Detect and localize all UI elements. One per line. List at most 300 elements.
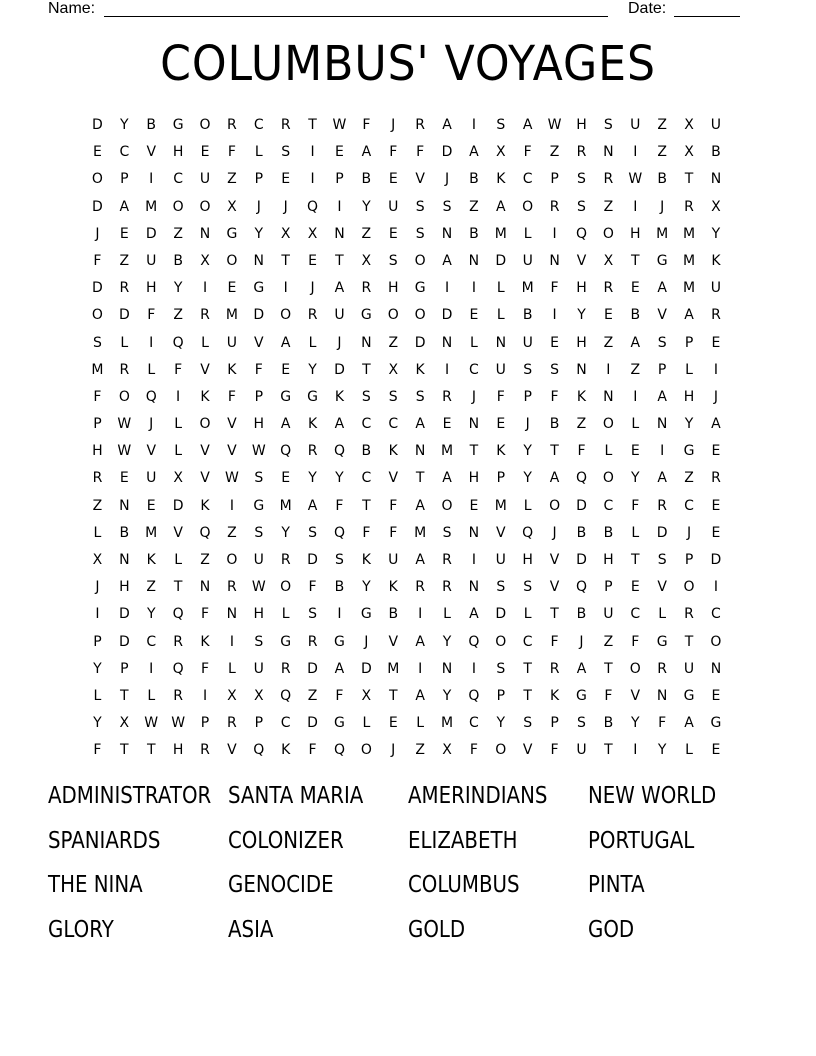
grid-letter: T [281,252,290,269]
grid-letter: O [602,225,614,242]
grid-letter: A [334,280,345,297]
grid-letter: N [710,171,722,188]
grid-letter: V [415,171,425,188]
grid-letter: Y [630,715,640,732]
grid-letter: G [334,633,345,650]
grid-letter: T [550,606,559,623]
grid-letter: N [414,443,426,460]
grid-letter: B [603,715,614,732]
grid-letter: M [387,660,400,677]
grid-letter: E [281,171,291,188]
grid-letter: Y [523,443,532,460]
grid-letter: C [361,470,372,487]
grid-letter: J [552,524,557,541]
grid-letter: S [415,388,425,405]
grid-letter: S [442,198,452,215]
grid-letter: V [200,361,210,378]
grid-letter: E [711,334,721,351]
date-blank-line [674,16,740,17]
grid-letter: L [604,443,613,460]
grid-letter: I [337,198,342,215]
grid-letter: P [254,171,264,188]
word-list-item: GLORY [48,916,114,943]
grid-letter: F [550,280,559,297]
grid-letter: C [253,117,264,133]
grid-letter: D [172,497,184,514]
grid-letter: D [441,144,453,161]
grid-letter: R [307,307,318,324]
grid-letter: W [117,416,132,433]
grid-letter: L [416,715,425,732]
grid-letter: S [254,633,264,650]
grid-letter: Y [120,117,129,133]
grid-letter: F [550,388,559,405]
grid-letter: J [713,388,718,405]
grid-letter: T [362,361,371,378]
grid-letter: I [418,606,423,623]
grid-letter: Z [119,252,130,269]
grid-letter: C [119,144,130,161]
grid-letter: S [496,660,506,677]
grid-letter: H [92,443,103,460]
grid-letter: L [308,334,317,351]
grid-letter: E [603,307,613,324]
grid-letter: Y [684,416,694,433]
grid-letter: E [119,470,129,487]
grid-letter: R [442,579,452,596]
grid-letter: R [200,742,210,759]
grid-letter: K [307,416,318,433]
grid-letter: M [440,715,454,732]
grid-letter: C [361,416,372,433]
grid-letter: E [711,443,721,460]
grid-letter: E [630,280,640,297]
grid-letter: S [496,579,506,596]
grid-letter: Z [92,497,103,514]
grid-letter: X [280,225,291,242]
grid-letter: X [253,687,264,704]
grid-letter: P [684,552,694,568]
grid-letter: I [95,606,100,623]
grid-letter: V [146,443,157,460]
grid-letter: R [173,633,183,650]
grid-letter: H [387,280,399,297]
word-list-item: COLUMBUS [408,872,520,898]
grid-letter: T [173,579,183,596]
grid-letter: T [604,742,613,759]
grid-letter: M [494,225,507,242]
grid-letter: O [522,198,534,215]
grid-letter: K [200,388,210,405]
grid-letter: E [281,361,291,378]
grid-letter: G [710,715,722,732]
grid-letter: Q [575,225,587,242]
grid-letter: E [469,497,479,514]
grid-letter: M [414,524,427,541]
grid-letter: R [576,144,587,161]
grid-letter: X [711,198,721,215]
grid-letter: Y [93,660,102,677]
grid-letter: H [253,416,265,433]
grid-letter: T [550,443,559,460]
word-list-item: ASIA [228,916,274,943]
grid-letter: U [226,334,238,351]
grid-letter: E [711,687,721,704]
grid-letter: A [415,416,425,433]
grid-letter: K [388,579,398,596]
grid-letter: K [576,388,587,405]
grid-letter: S [603,117,613,133]
grid-letter: X [361,252,372,269]
grid-letter: K [415,361,425,378]
grid-letter: A [442,470,452,487]
grid-letter: T [630,252,640,269]
grid-letter: T [684,633,694,650]
grid-letter: U [146,252,157,269]
grid-letter: D [656,524,668,541]
grid-letter: N [119,497,130,514]
grid-letter: U [253,552,264,568]
grid-letter: Y [254,225,264,242]
grid-letter: O [199,198,211,215]
grid-letter: R [280,660,291,677]
grid-letter: I [418,660,423,677]
grid-letter: Z [173,225,183,242]
grid-letter: O [602,470,614,487]
grid-letter: I [633,388,638,405]
grid-letter: Y [308,361,317,378]
grid-letter: W [117,443,132,460]
grid-letter: Z [603,633,614,650]
grid-row [84,221,730,248]
grid-letter: Y [308,470,317,487]
grid-letter: F [631,633,640,650]
grid-letter: I [149,660,154,677]
grid-letter: V [496,524,506,541]
grid-letter: Q [172,660,184,677]
grid-letter: J [471,388,476,405]
grid-letter: F [362,524,371,541]
grid-letter: F [335,687,344,704]
word-list-item: COLONIZER [228,827,344,854]
grid-letter: D [92,117,103,133]
grid-letter: W [628,171,643,188]
grid-letter: Z [603,334,614,351]
word-list-item: SPANIARDS [48,827,161,854]
grid-letter: A [657,470,667,487]
grid-letter: E [630,579,640,596]
grid-letter: G [683,443,695,460]
grid-letter: V [200,470,210,487]
grid-letter: X [684,117,694,133]
grid-letter: S [281,144,291,161]
grid-letter: I [202,687,208,704]
grid-letter: A [630,334,641,351]
grid-letter: I [471,552,476,568]
grid-letter: L [658,606,667,623]
grid-letter: R [603,171,614,188]
grid-letter: L [523,497,532,514]
grid-letter: Q [333,443,345,460]
grid-letter: Q [575,579,587,596]
grid-letter: I [633,144,638,161]
grid-letter: M [682,280,696,297]
grid-letter: X [227,687,237,704]
grid-letter: R [684,198,694,215]
grid-letter: B [361,171,372,188]
grid-letter: B [576,524,587,541]
name-blank-line [104,16,608,17]
grid-letter: Y [523,470,532,487]
grid-letter: X [307,225,318,242]
grid-letter: U [710,117,722,133]
grid-letter: S [577,715,586,732]
grid-letter: S [496,117,506,133]
grid-letter: B [469,171,479,188]
word-list-item: GENOCIDE [228,872,334,898]
grid-letter: V [630,687,641,704]
grid-letter: U [334,307,345,324]
grid-letter: F [416,144,425,161]
grid-letter: M [145,524,158,541]
grid-letter: B [469,225,479,242]
grid-letter: D [307,660,318,677]
grid-row [84,194,730,221]
grid-letter: L [93,524,102,541]
grid-letter: X [496,144,506,161]
grid-letter: K [334,388,345,405]
grid-letter: V [388,633,399,650]
grid-letter: F [254,361,263,378]
grid-letter: V [227,742,237,759]
grid-letter: Q [468,633,480,650]
grid-letter: I [337,606,342,623]
grid-letter: A [442,252,452,269]
grid-letter: Z [684,470,694,487]
grid-letter: R [549,198,560,215]
grid-letter: J [364,633,369,650]
grid-letter: G [360,606,372,623]
grid-letter: I [552,225,557,242]
grid-letter: I [444,280,450,297]
grid-letter: L [281,606,290,623]
grid-letter: A [684,307,694,324]
grid-letter: N [495,334,507,351]
grid-letter: V [576,252,587,269]
grid-letter: V [200,443,210,460]
grid-letter: T [120,742,129,759]
grid-letter: L [362,715,371,732]
grid-letter: B [576,606,587,623]
grid-letter: Z [657,144,667,161]
grid-letter: G [576,687,587,704]
grid-letter: R [227,579,237,596]
grid-letter: Q [199,524,211,541]
grid-letter: F [308,742,317,759]
word-list-item: ADMINISTRATOR [48,783,212,809]
grid-letter: A [442,117,452,133]
word-list-item: NEW WORLD [588,783,717,809]
grid-letter: N [334,225,345,242]
grid-letter: R [711,470,721,487]
grid-letter: F [147,307,156,324]
grid-letter: W [332,117,347,133]
grid-letter: Y [335,470,344,487]
grid-letter: A [334,416,345,433]
grid-letter: Y [442,633,452,650]
grid-letter: Z [415,742,425,759]
grid-letter: Y [496,715,506,732]
grid-letter: G [656,252,668,269]
grid-letter: I [202,280,208,297]
word-list-item: PINTA [588,872,645,898]
grid-letter: K [200,633,210,650]
grid-letter: O [387,307,399,324]
grid-letter: K [496,443,506,460]
grid-letter: D [118,307,130,324]
grid-letter: X [200,252,210,269]
grid-letter: E [442,416,452,433]
grid-letter: U [146,470,157,487]
grid-letter: C [522,171,533,188]
grid-letter: D [307,552,318,568]
grid-letter: Z [549,144,560,161]
grid-letter: D [360,660,372,677]
grid-letter: D [441,307,453,324]
grid-letter: P [120,660,129,677]
grid-letter: R [307,443,318,460]
grid-letter: O [414,252,426,269]
grid-letter: Z [576,416,587,433]
word-list-item: PORTUGAL [588,827,695,854]
grid-row [84,493,730,520]
grid-letter: K [227,361,237,378]
grid-letter: N [468,579,480,596]
grid-letter: F [93,252,102,269]
grid-letter: P [200,715,210,732]
grid-letter: N [468,524,480,541]
grid-letter: V [657,579,667,596]
grid-letter: K [146,552,156,568]
grid-letter: S [523,579,533,596]
grid-letter: B [334,579,345,596]
grid-letter: T [469,443,479,460]
grid-row [84,574,730,601]
grid-letter: S [93,334,102,351]
grid-letter: E [335,144,344,161]
word-list-item: SANTA MARIA [228,783,364,809]
grid-letter: B [388,606,399,623]
grid-letter: O [414,307,426,324]
grid-row [84,411,730,438]
grid-letter: S [577,198,586,215]
grid-letter: A [522,117,533,133]
grid-letter: M [521,280,534,297]
grid-letter: L [174,552,183,568]
grid-letter: P [93,416,102,433]
grid-letter: O [495,742,507,759]
grid-letter: S [550,361,560,378]
grid-row [84,275,730,302]
grid-letter: N [656,416,668,433]
grid-letter: S [388,388,398,405]
grid-letter: P [550,715,559,732]
grid-letter: S [442,524,452,541]
grid-letter: Z [469,198,479,215]
name-label: Name: [48,0,96,17]
grid-letter: C [711,606,721,623]
grid-letter: R [200,307,210,324]
grid-letter: O [199,117,211,133]
grid-letter: C [469,361,479,378]
grid-letter: O [226,552,238,568]
grid-letter: L [147,687,156,704]
grid-letter: O [602,416,614,433]
grid-letter: W [224,470,239,487]
grid-letter: Y [362,198,371,215]
grid-letter: G [253,497,265,514]
grid-letter: V [522,742,533,759]
grid-row [84,520,730,547]
grid-letter: W [144,715,159,732]
grid-letter: X [92,552,103,568]
grid-letter: A [496,198,506,215]
grid-letter: R [711,307,721,324]
grid-letter: L [523,225,532,242]
grid-letter: A [334,660,345,677]
grid-letter: N [441,334,453,351]
grid-letter: L [93,687,102,704]
grid-letter: D [92,198,103,215]
grid-letter: N [199,225,211,242]
grid-letter: J [579,633,584,650]
grid-row [84,656,730,683]
grid-letter: U [630,117,641,133]
grid-letter: K [711,252,721,269]
grid-letter: V [254,334,264,351]
grid-letter: F [389,524,398,541]
grid-letter: R [603,280,614,297]
grid-letter: R [657,660,668,677]
grid-letter: O [360,742,372,759]
grid-row [84,710,730,737]
grid-letter: E [550,334,560,351]
grid-letter: Z [146,579,157,596]
grid-letter: U [603,606,614,623]
grid-letter: D [118,606,130,623]
grid-letter: E [711,524,721,541]
grid-row [84,438,730,465]
grid-letter: R [280,552,291,568]
grid-letter: S [577,171,586,188]
grid-letter: Q [172,334,184,351]
grid-letter: R [442,552,452,568]
word-list-item: GOLD [408,916,466,943]
grid-letter: A [415,552,425,568]
grid-row [84,629,730,656]
grid-letter: J [686,524,692,541]
grid-letter: T [523,687,532,704]
grid-letter: L [227,660,236,677]
grid-letter: O [199,416,211,433]
grid-letter: O [710,633,722,650]
grid-letter: Y [362,579,371,596]
grid-letter: O [683,579,695,596]
grid-letter: S [335,552,344,568]
grid-letter: F [200,606,210,623]
grid-letter: S [523,361,533,378]
grid-letter: I [149,334,154,351]
